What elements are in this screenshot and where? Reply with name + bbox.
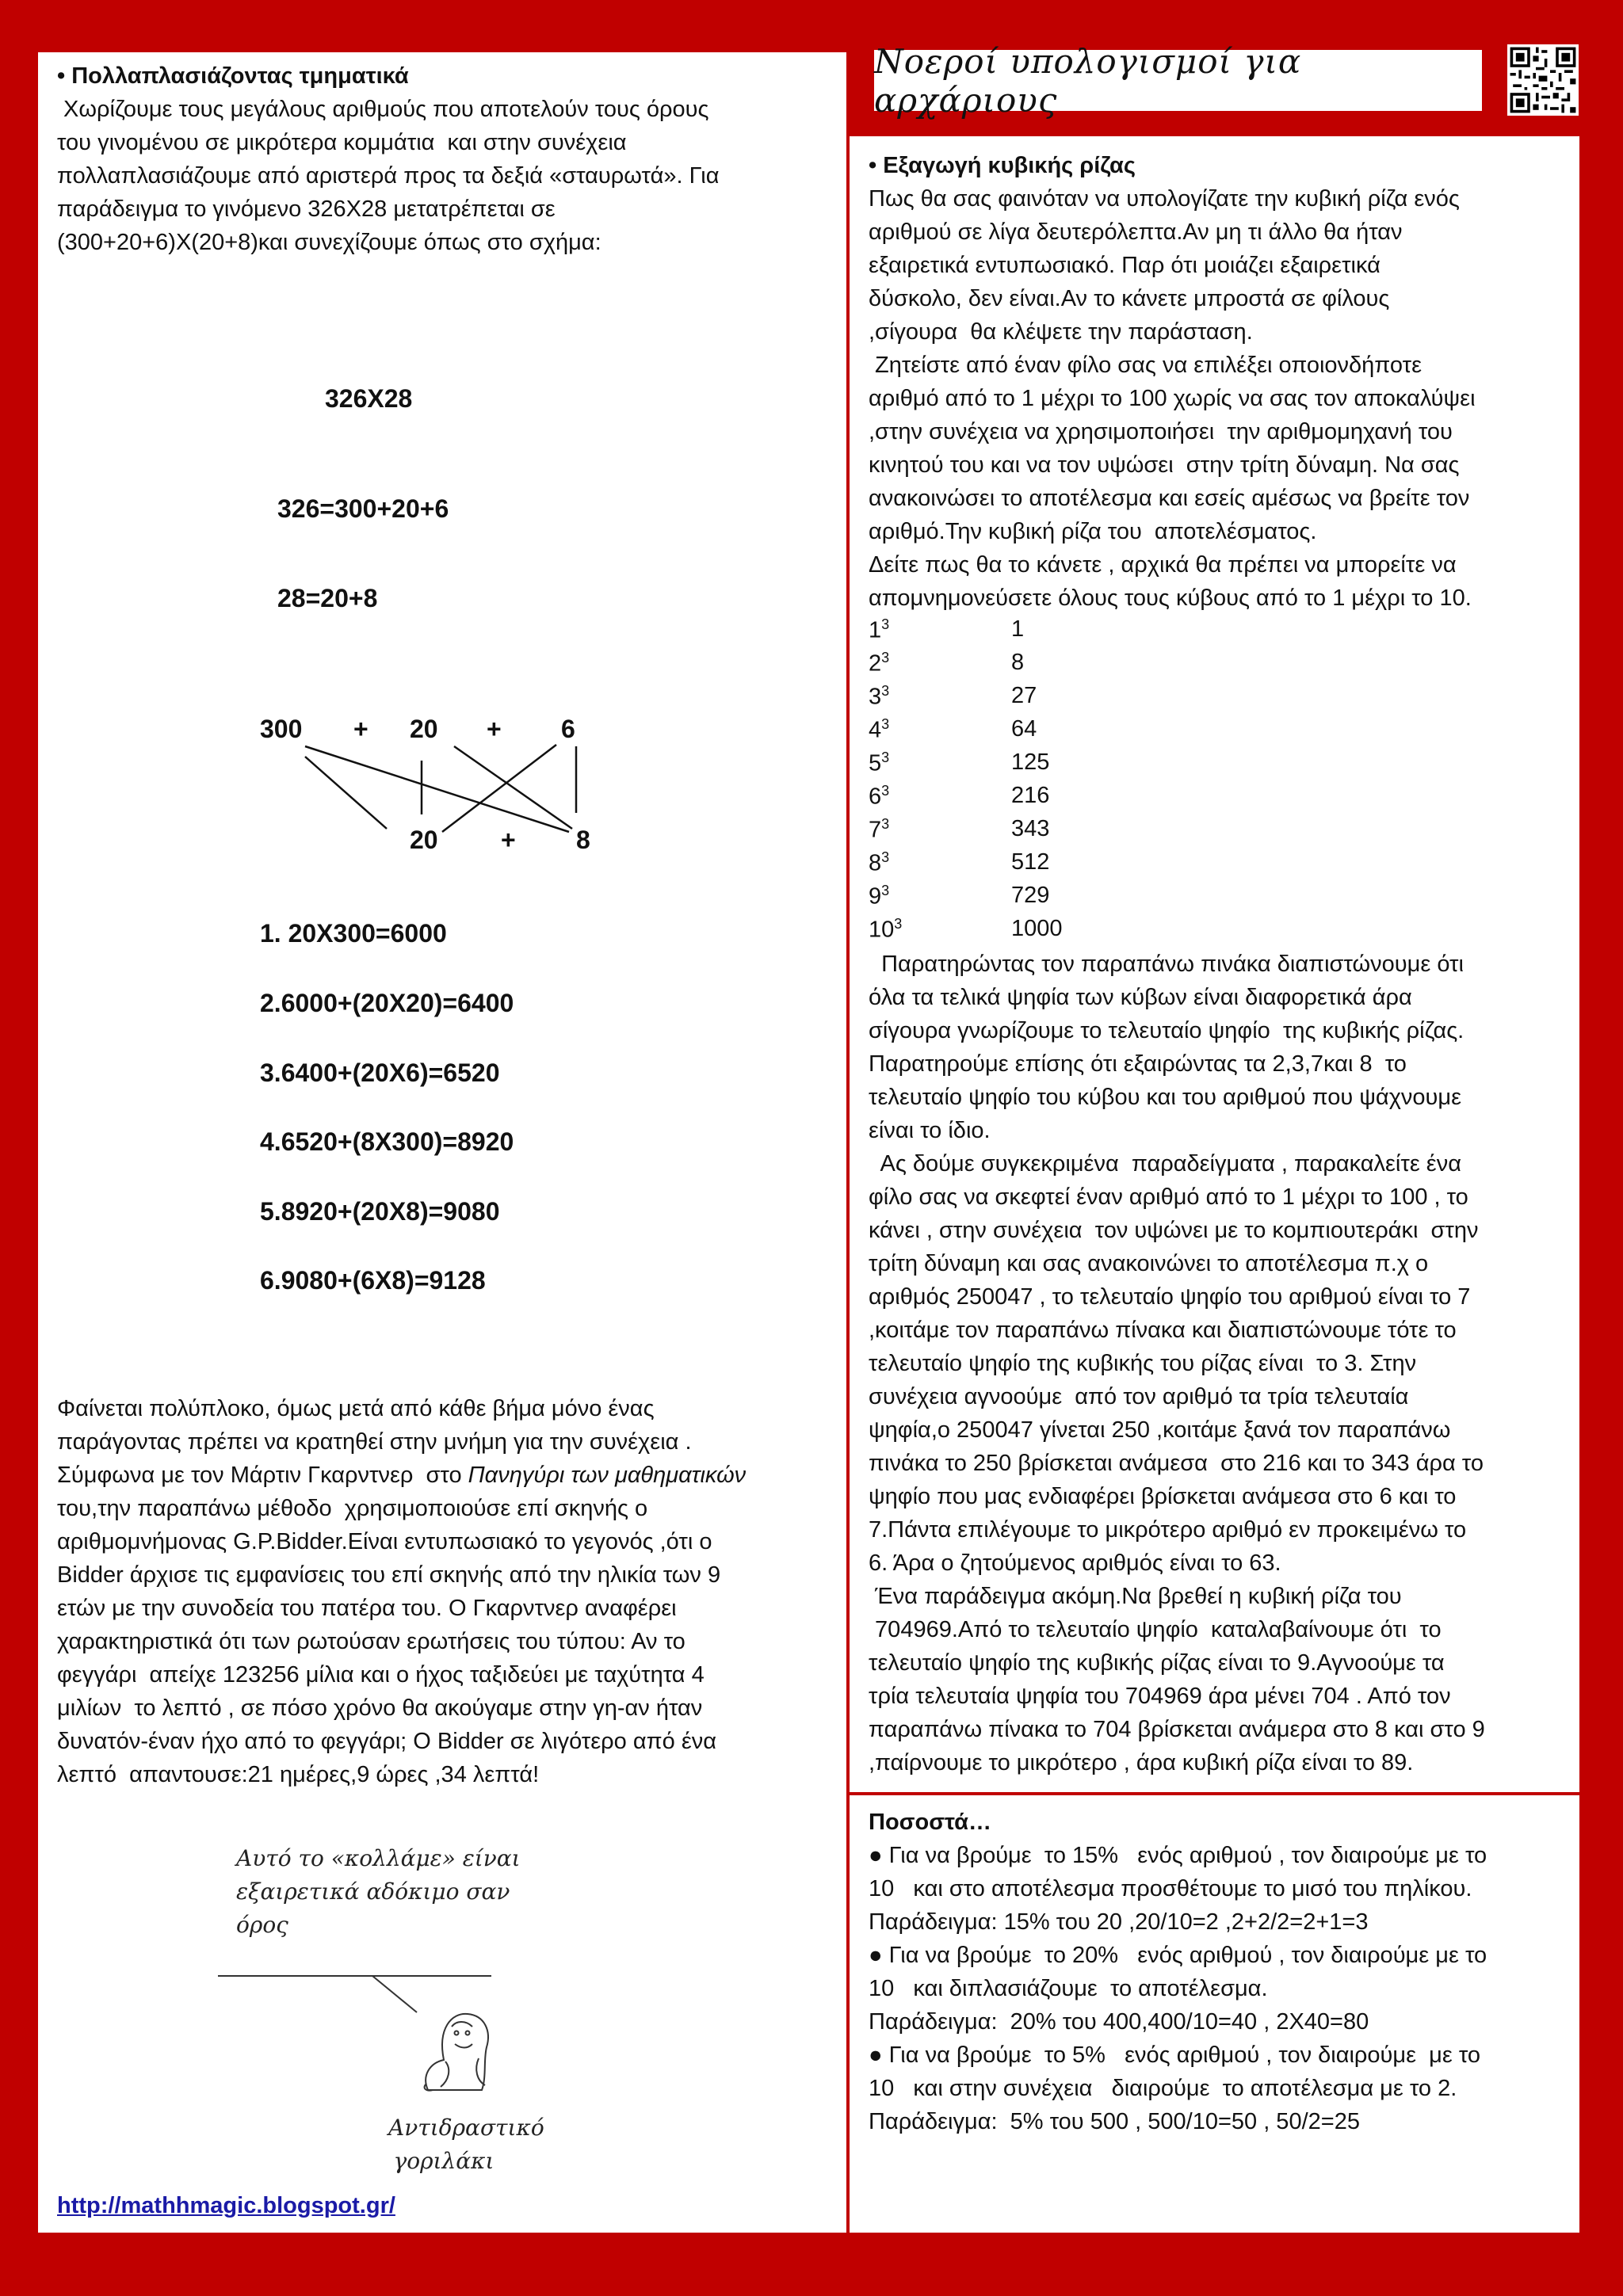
story-line-12: λεπτό απαντουσε:21 ημέρες,9 ώρες ,34 λεπτά!	[57, 1762, 540, 1787]
cube-body-line-7: Ας δούμε συγκεκριμένα παραδείγματα , παρακαλείτε ένα	[869, 1151, 1461, 1177]
step-5: 5.8920+(20Χ8)=9080	[260, 1197, 500, 1226]
cube-body-line-17: ψηφίο που μας ενδιαφέρει βρίσκεται ανάμεσα στο 6 και το	[869, 1484, 1457, 1509]
cube-body-line-8: φίλο σας να σκεφτεί έναν αριθμό από το 1 μέχρι το 100 , το	[869, 1184, 1468, 1210]
pct-line-7: ● Για να βρούμε το 5% ενός αριθμού , τον διαιρούμε με το	[869, 2042, 1481, 2068]
cube-intro-line-7: αριθμό από το 1 μέχρι το 100 χωρίς να σας τον αποκαλύψει	[869, 386, 1476, 411]
cartoon-caption: Αντιδραστικό γοριλάκι	[388, 2115, 544, 2174]
step-3: 3.6400+(20Χ6)=6520	[260, 1058, 500, 1087]
cube-body-line-20: Ένα παράδειγμα ακόμη.Να βρεθεί η κυβική ρίζα του	[869, 1584, 1402, 1609]
section-divider	[846, 1792, 1579, 1795]
cube-body-line-9: κάνει , στην συνέχεια τον υψώνει με το κομπιουτεράκι στην	[869, 1218, 1479, 1243]
cube-body-line-4: Παρατηρούμε επίσης ότι εξαιρώντας τα 2,3,7και 8 το	[869, 1051, 1407, 1077]
intro-line-1: Χωρίζουμε τους μεγάλους αριθμούς που αποτελούν τους όρους	[57, 97, 709, 122]
cube-intro-line-13: απομνημονεύσετε όλους τους κύβους από το 1 μέχρι το 10.	[869, 585, 1472, 611]
cube-body-line-5: τελευταίο ψηφίο του κύβου και του αριθμού που ψάχνουμε	[869, 1085, 1462, 1110]
section-heading-multiplication: • Πολλαπλασιάζοντας τμηματικά	[57, 63, 409, 89]
intro-line-5: (300+20+6)Χ(20+8)και συνεχίζουμε όπως στο σχήμα:	[57, 230, 601, 255]
cube-intro-line-5: ,σίγουρα θα κλέψετε την παράσταση.	[869, 319, 1253, 345]
intro-line-4: παράδειγμα το γινόμενο 326Χ28 μετατρέπεται σε	[57, 196, 556, 222]
cube-body-line-2: όλα τα τελικά ψηφία των κύβων είναι διαφορετικά άρα	[869, 985, 1412, 1010]
story-line-10: μιλίων το λεπτό , σε πόσο χρόνο θα ακούγαμε στην γη-αν ήταν	[57, 1695, 703, 1721]
cube-intro-line-6: Ζητείστε από έναν φίλο σας να επιλέξει οποιονδήποτε	[869, 353, 1422, 378]
pct-line-4: ● Για να βρούμε το 20% ενός αριθμού , τον διαιρούμε με το	[869, 1943, 1487, 1968]
story-line-11: δυνατόν-έναν ήχο από το φεγγάρι; Ο Bidder σε λιγότερο από ένα	[57, 1729, 717, 1754]
split-28: 28=20+8	[277, 584, 378, 612]
blog-link[interactable]: http://mathhmagic.blogspot.gr/	[57, 2193, 395, 2218]
step-4: 4.6520+(8Χ300)=8920	[260, 1127, 514, 1156]
step-6: 6.9080+(6Χ8)=9128	[260, 1266, 486, 1295]
cube-body-line-13: τελευταίο ψηφίο της κυβικής του ρίζας είναι το 3. Στην	[869, 1351, 1417, 1376]
story-line-2: παράγοντας πρέπει να κρατηθεί στην μνήμη για την συνέχεια .	[57, 1429, 692, 1455]
cube-body-line-22: τελευταίο ψηφίο της κυβικής ρίζας είναι το 9.Αγνοούμε τα	[869, 1650, 1445, 1676]
story-line-1: Φαίνεται πολύπλοκο, όμως μετά από κάθε βήμα μόνο ένας	[57, 1396, 655, 1421]
diagram-plus-2: +	[487, 715, 502, 743]
cube-body-line-15: ψηφία,ο 250047 γίνεται 250 ,κοιτάμε ξανά τον παραπάνω	[869, 1417, 1451, 1443]
gorilla-icon	[214, 1965, 515, 2100]
story-line-3: Σύμφωνα με τον Μάρτιν Γκαρντνερ στο Πανηγύρι των μαθηματικών	[57, 1463, 747, 1488]
story-line-9: φεγγάρι απείχε 123256 μίλια και ο ήχος ταξιδεύει με ταχύτητα 4	[57, 1662, 705, 1688]
diagram-term-6: 6	[561, 715, 575, 743]
cube-intro-line-12: Δείτε πως θα το κάνετε , αρχικά θα πρέπει να μπορείτε να	[869, 552, 1457, 578]
cube-body-line-16: πινάκα το 250 βρίσκεται ανάμεσα στο 216 και το 343 άρα το	[869, 1451, 1484, 1476]
step-1: 1. 20Χ300=6000	[260, 919, 447, 948]
cube-intro-line-2: αριθμού σε λίγα δευτερόλεπτα.Αν μη τι άλλο θα ήταν	[869, 219, 1403, 245]
page-title: Νοεροί υπολογισμοί για αρχάριους	[874, 41, 1302, 120]
cube-body-line-24: παραπάνω πίνακα το 704 βρίσκεται ανάμερα στο 8 και στο 9	[869, 1717, 1485, 1742]
pct-line-8: 10 και στην συνέχεια διαιρούμε το αποτέλεσμα με το 2.	[869, 2076, 1457, 2101]
step-2: 2.6000+(20Χ20)=6400	[260, 989, 514, 1017]
story-line-4: του,την παραπάνω μέθοδο χρησιμοποιούσε επί σκηνής ο	[57, 1496, 648, 1521]
diagram-bottom-20: 20	[410, 826, 438, 854]
cube-body-line-14: συνέχεια αγνοούμε από τον αριθμό τα τρία τελευταία	[869, 1384, 1409, 1409]
split-326: 326=300+20+6	[277, 494, 449, 523]
cube-body-line-18: 7.Πάντα επιλέγουμε το μικρότερο αριθμό εν προκειμένω το	[869, 1517, 1467, 1543]
cube-intro-line-3: εξαιρετικά εντυπωσιακό. Παρ ότι μοιάζει εξαιρετικά	[869, 253, 1381, 278]
cube-intro-line-4: δύσκολο, δεν είναι.Αν το κάνετε μπροστά σε φίλους	[869, 286, 1390, 311]
cube-body-line-12: ,κοιτάμε τον παραπάνω πίνακα και διαπιστώνουμε τότε το	[869, 1318, 1457, 1343]
pct-line-5: 10 και διπλασιάζουμε το αποτέλεσμα.	[869, 1976, 1268, 2001]
cube-intro-line-8: ,στην συνέχεια να χρησιμοποιήσει την αριθμομηχανή του	[869, 419, 1453, 444]
cube-body-line-23: τρία τελευταία ψηφία του 704969 άρα μένει 704 . Από τον	[869, 1684, 1451, 1709]
cube-body-line-1: Παρατηρώντας τον παραπάνω πινάκα διαπιστώνουμε ότι	[869, 952, 1464, 977]
book-title: Πανηγύρι των μαθηματικών	[468, 1463, 747, 1488]
cube-intro-line-9: κινητού του και να τον υψώσει στην τρίτη δύναμη. Να σας	[869, 452, 1460, 478]
section-heading-percentages: Ποσοστά…	[869, 1810, 992, 1835]
section-heading-cube-root: • Εξαγωγή κυβικής ρίζας	[869, 153, 1136, 178]
pct-line-3: Παράδειγμα: 15% του 20 ,20/10=2 ,2+2/2=2+1=3	[869, 1909, 1369, 1935]
diagram-plus-1: +	[353, 715, 369, 743]
cube-body-line-3: σίγουρα γνωρίζουμε το τελευταίο ψηφίο της κυβικής ρίζας.	[869, 1018, 1465, 1043]
cube-body-line-10: τρίτη δύναμη και σας ανακοινώνει το αποτέλεσμα π.χ ο	[869, 1251, 1429, 1276]
product-label: 326Χ28	[325, 384, 413, 413]
pct-line-2: 10 και στο αποτέλεσμα προσθέτουμε το μισό του πηλίκου.	[869, 1876, 1472, 1901]
story-line-7: ετών με την συνοδεία του πατέρα του. Ο Γκαρντνερ αναφέρει	[57, 1596, 677, 1621]
diagram-term-20: 20	[410, 715, 438, 743]
cartoon-bubble-text: Αυτό το «κολλάμε» είναι εξαιρετικά αδόκιμο σαν όρος	[236, 1845, 521, 1938]
story-line-8: χαρακτηριστικά ότι των ρωτούσαν ερωτήσεις του τύπου: Αν το	[57, 1629, 685, 1654]
pct-line-9: Παράδειγμα: 5% του 500 , 500/10=50 , 50/2=25	[869, 2109, 1360, 2134]
pct-line-1: ● Για να βρούμε το 15% ενός αριθμού , τον διαιρούμε με το	[869, 1843, 1487, 1868]
diagram-bottom-plus: +	[501, 826, 516, 854]
diagram-term-300: 300	[260, 715, 303, 743]
cube-intro-line-1: Πως θα σας φαινόταν να υπολογίζατε την κυβική ρίζα ενός	[869, 186, 1460, 212]
diagram-bottom-8: 8	[576, 826, 590, 854]
cube-body-line-6: είναι το ίδιο.	[869, 1118, 991, 1143]
cube-body-line-25: ,παίρνουμε το μικρότερο , άρα κυβική ρίζα είναι το 89.	[869, 1750, 1414, 1775]
pct-line-6: Παράδειγμα: 20% του 400,400/10=40 , 2Χ40=80	[869, 2009, 1369, 2035]
intro-line-2: του γινομένου σε μικρότερα κομμάτια και στην συνέχεια	[57, 130, 627, 155]
cube-body-line-21: 704969.Από το τελευταίο ψηφίο καταλαβαίνουμε ότι το	[869, 1617, 1442, 1642]
cube-body-line-11: αριθμός 250047 , το τελευταίο ψηφίο του αριθμού είναι το 7	[869, 1284, 1471, 1310]
intro-line-3: πολλαπλασιάζουμε από αριστερά προς τα δεξιά «σταυρωτά». Για	[57, 163, 720, 189]
cube-intro-line-10: ανακοινώσει το αποτέλεσμα και εσείς αμέσως να βρείτε τον	[869, 486, 1470, 511]
story-line-5: αριθμομνήμονας G.P.Bidder.Είναι εντυπωσιακό το γεγονός ,ότι ο	[57, 1529, 712, 1554]
story-line-6: Bidder άρχισε τις εμφανίσεις του επί σκηνής από την ηλικία των 9	[57, 1562, 721, 1588]
cube-intro-line-11: αριθμό.Την κυβική ρίζα του αποτελέσματος.	[869, 519, 1317, 544]
cube-body-line-19: 6. Άρα ο ζητούμενος αριθμός είναι το 63.	[869, 1550, 1281, 1576]
